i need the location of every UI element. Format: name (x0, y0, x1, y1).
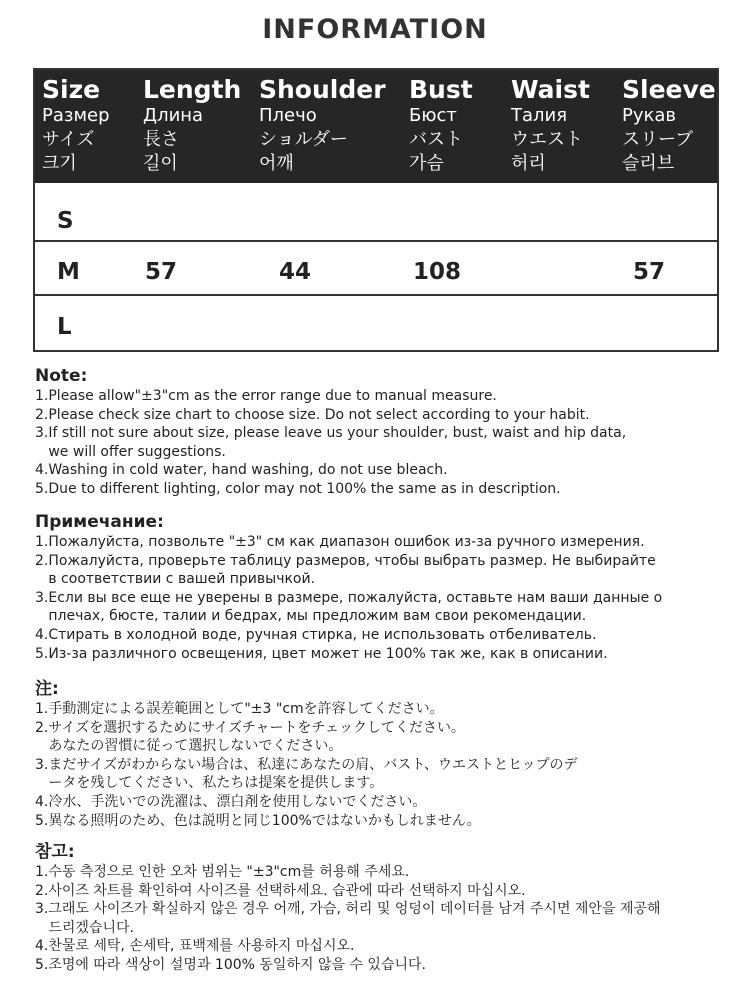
cell-length: 57 (145, 259, 178, 285)
table-row-l (35, 296, 717, 350)
header-waist (511, 75, 590, 176)
header-shoulder-ko: 어깨 (259, 153, 294, 174)
header-length-ru: Длина (143, 105, 204, 126)
note-line: 드리겠습니다. (35, 919, 134, 936)
header-sleeve-ja: スリーブ (622, 129, 694, 150)
page-title: INFORMATION (262, 14, 488, 45)
cell-sleeve: 57 (633, 259, 666, 285)
cell-size: M (57, 259, 80, 285)
header-waist-en: Waist (511, 75, 590, 104)
note-section-ru (35, 512, 725, 663)
note-line: 2.サイズを選択するためにサイズチャートをチェックしてください。 (35, 719, 465, 736)
note-heading-ko: 참고: (35, 842, 75, 862)
header-shoulder-en: Shoulder (259, 75, 386, 104)
note-line: 2.Please check size chart to choose size. Do not select according to your habit. (35, 406, 590, 423)
cell-bust: 108 (413, 259, 462, 285)
header-size-ja: サイズ (42, 129, 95, 150)
note-line: 5.조명에 따라 색상이 설명과 100% 동일하지 않을 수 있습니다. (35, 956, 426, 973)
table-row-s (35, 183, 717, 242)
header-shoulder-ja: ショルダー (259, 129, 348, 150)
header-length (143, 75, 241, 176)
size-chart-table (33, 68, 719, 352)
note-line: ータを残してください、私たちは提案を提供します。 (35, 775, 384, 792)
note-line: 2.사이즈 차트를 확인하여 사이즈를 선택하세요. 습관에 따라 선택하지 마십시오. (35, 882, 526, 899)
header-length-ja: 長さ (143, 129, 179, 150)
cell-size: L (57, 314, 72, 340)
note-line: 5.Due to different lighting, color may not 100% the same as in description. (35, 480, 561, 497)
header-bust-ja: バスト (409, 129, 463, 150)
header-sleeve-ru: Рукав (622, 105, 677, 126)
note-line: 3.그래도 사이즈가 확실하지 않은 경우 어깨, 가슴, 허리 및 엉덩이 데이터를 남겨 주시면 제안을 제공해 (35, 901, 661, 918)
header-bust (409, 75, 473, 176)
note-line: 1.Please allow"±3"cm as the error range due to manual measure. (35, 388, 497, 404)
header-size (42, 75, 110, 176)
note-heading-en: Note: (35, 366, 88, 386)
note-line: 1.Пожалуйста, позвольте "±3" см как диапазон ошибок из-за ручного измерения. (35, 534, 645, 550)
note-line: 4.찬물로 세탁, 손세탁, 표백제를 사용하지 마십시오. (35, 938, 355, 955)
header-bust-en: Bust (409, 75, 473, 104)
header-sleeve (622, 75, 716, 176)
note-line: 1.수동 측정으로 인한 오차 범위는 "±3"cm를 허용해 주세요. (35, 864, 410, 880)
note-line: 5.Из-за различного освещения, цвет может не 100% так же, как в описании. (35, 645, 608, 662)
note-heading-ru: Примечание: (35, 512, 164, 532)
note-section-ja (35, 679, 725, 830)
header-waist-ko: 허리 (511, 153, 546, 174)
header-sleeve-ko: 슬리브 (622, 153, 675, 174)
table-row-m (35, 242, 717, 296)
note-line: 4.Washing in cold water, hand washing, do not use bleach. (35, 462, 448, 479)
note-line: 3.If still not sure about size, please leave us your shoulder, bust, waist and hip data, (35, 425, 627, 442)
note-heading-ja: 注: (35, 679, 59, 699)
table-header (35, 70, 717, 183)
cell-size: S (57, 208, 74, 234)
header-length-ko: 길이 (143, 153, 178, 174)
note-line: 3.まだサイズがわからない場合は、私達にあなたの肩、バスト、ウエストとヒップのデ (35, 756, 578, 773)
note-section-en (35, 366, 725, 499)
note-line: в соответствии с вашей привычкой. (35, 571, 316, 588)
note-line: 1.手動測定による誤差範囲として"±3 "cmを許容してください。 (35, 701, 444, 717)
note-line: 2.Пожалуйста, проверьте таблицу размеров, чтобы выбрать размер. Не выбирайте (35, 552, 656, 569)
header-bust-ko: 가슴 (409, 153, 444, 174)
header-size-ko: 크기 (42, 153, 77, 174)
header-waist-ru: Талия (511, 105, 568, 126)
note-line: あなたの習慣に従って選択しないでください。 (35, 738, 343, 755)
header-bust-ru: Бюст (409, 105, 457, 126)
note-line: плечах, бюсте, талии и бедрах, мы предложим вам свои рекомендации. (35, 608, 587, 625)
header-waist-ja: ウエスト (511, 129, 583, 150)
header-size-ru: Размер (42, 105, 110, 126)
header-shoulder (259, 75, 386, 176)
note-line: 3.Если вы все еще не уверены в размере, пожалуйста, оставьте нам ваши данные о (35, 589, 663, 606)
note-line: we will offer suggestions. (35, 443, 226, 460)
note-section-ko (35, 842, 725, 975)
header-sleeve-en: Sleeve (622, 75, 716, 104)
cell-shoulder: 44 (279, 259, 312, 285)
note-line: 5.異なる照明のため、色は説明と同じ100%ではないかもしれません。 (35, 812, 481, 829)
header-length-en: Length (143, 75, 242, 104)
note-line: 4.冷水、手洗いでの洗濯は、漂白剤を使用しないでください。 (35, 793, 427, 810)
header-shoulder-ru: Плечо (259, 105, 317, 126)
note-line: 4.Стирать в холодной воде, ручная стирка, не использовать отбеливатель. (35, 626, 597, 643)
header-size-en: Size (42, 75, 101, 104)
